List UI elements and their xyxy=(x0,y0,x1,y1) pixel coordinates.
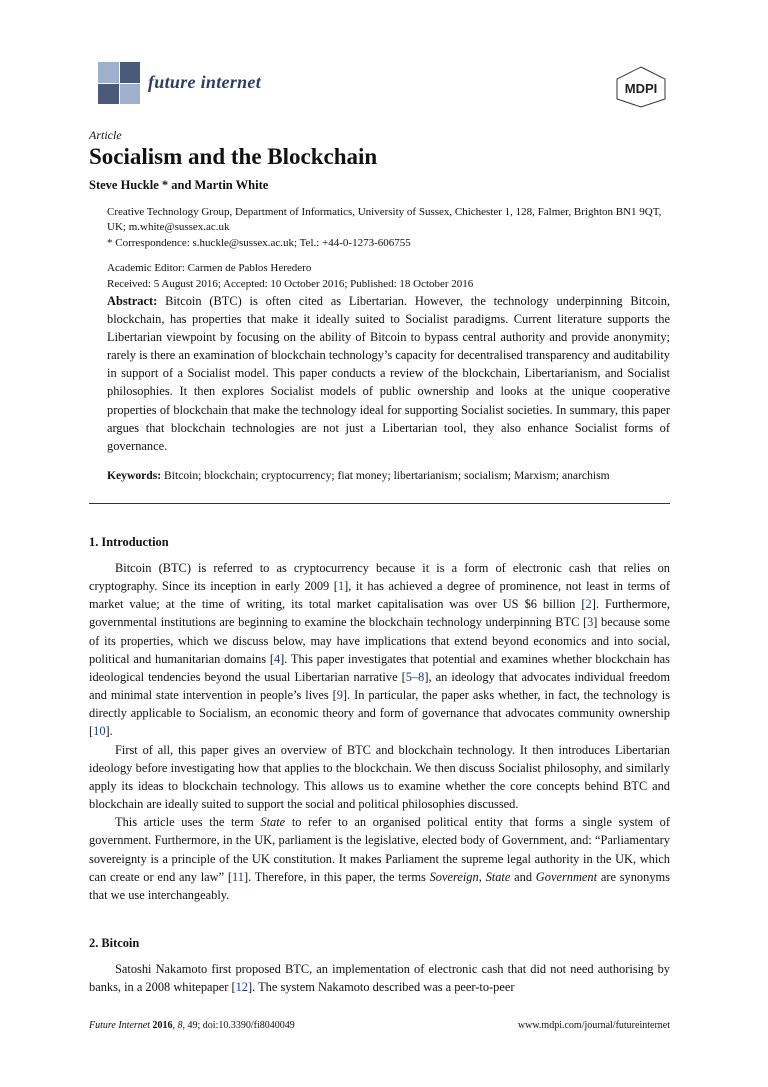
citation-link[interactable]: 1 xyxy=(337,579,345,594)
citation-link[interactable]: 4 xyxy=(273,651,281,666)
citation-link[interactable]: 3 xyxy=(587,615,594,630)
footer-url[interactable]: www.mdpi.com/journal/futureinternet xyxy=(517,1020,670,1031)
italic-term: Sovereign xyxy=(429,869,479,884)
italic-term: State xyxy=(485,869,511,884)
paragraph: Bitcoin (BTC) is referred to as cryptocurrency because it is a form of electronic cash that relies on cryptography. Since its inception in early 2009 [1], it has achieved a degree of prominence, not least in terms of market value; at the time of writing, its total market capitalisation was over US $6 billion [2]. Furthermore, governmental institutions are beginning to examine the blockchain technology underpinning BTC [3] because some of its properties, which we discuss below, may have implications that extend beyond economics and into social, political and humanitarian domains [4]. This paper investigates that potential and examines whether blockchain has ideological tendencies beyond the usual Libertarian narrative [5–8], an ideology that advocates individual freedom and minimal state intervention in people’s lives [9]. In particular, the paper asks whether, in fact, the technology is directly applicable to Socialism, an economic theory and form of governance that advocates community ownership [10]. xyxy=(89,561,671,739)
citation-link[interactable]: 9 xyxy=(336,688,343,703)
abstract-label: Abstract: xyxy=(107,294,158,308)
page-title: Socialism and the Blockchain xyxy=(89,144,378,169)
divider xyxy=(89,503,670,504)
italic-term: Government xyxy=(535,869,598,884)
footer-citation: Future Internet 2016, 8, 49; doi:10.3390/fi8040049 xyxy=(89,1020,295,1031)
citation-link[interactable]: 5–8 xyxy=(405,669,425,684)
paragraph: Satoshi Nakamoto first proposed BTC, an implementation of electronic cash that did not need authorising by banks, in a 2008 whitepaper [12]. The system Nakamoto described was a peer-to-peer xyxy=(89,962,670,995)
publisher-name: MDPI xyxy=(624,81,658,96)
journal-name: future internet xyxy=(148,72,262,92)
section-heading: 2. Bitcoin xyxy=(89,936,140,950)
footer-volume: 8 xyxy=(177,1020,183,1031)
section-heading: 1. Introduction xyxy=(89,535,169,549)
italic-term: State xyxy=(260,815,286,830)
academic-editor: Academic Editor: Carmen de Pablos Heredero xyxy=(107,262,312,274)
affiliation xyxy=(107,205,667,251)
citation-link[interactable]: 11 xyxy=(232,869,244,884)
authors: Steve Huckle * and Martin White xyxy=(89,178,269,192)
mdpi-logo xyxy=(615,66,667,108)
affiliation-text: Creative Technology Group, Department of Informatics, University of Sussex, Chichester 1, 128, Falmer, Brighton BN1 9QT, UK; m.white@sussex.ac.uk xyxy=(107,206,662,233)
dates: Received: 5 August 2016; Accepted: 10 October 2016; Published: 18 October 2016 xyxy=(107,278,474,290)
keywords-label: Keywords: xyxy=(107,469,162,482)
abstract-text: Bitcoin (BTC) is often cited as Libertarian. However, the technology underpinning Bitcoin, blockchain, has properties that make it ideally suited to Socialist paradigms. Current literature supports the Libertarian viewpoint by focusing on the ability of Bitcoin to bypass central authority and provide anonymity; rarely is there an examination of blockchain technology’s capacity for decentralised transparency and auditability in support of a Socialist model. This paper conducts a review of the blockchain, Libertarianism, and Socialist philosophies. It then explores Socialist models of public ownership and looks at the unique cooperative properties of blockchain that make the technology ideal for supporting Socialist societies. In summary, this paper argues that blockchain technologies are not just a Libertarian tool, they also enhance Socialist forms of governance. xyxy=(107,294,670,453)
citation-link[interactable]: 10 xyxy=(93,724,106,739)
keywords-text: Bitcoin; blockchain; cryptocurrency; fiat money; libertarianism; socialism; Marxism; anarchism xyxy=(164,469,610,482)
footer-year: 2016 xyxy=(152,1020,173,1031)
footer-journal: Future Internet xyxy=(89,1020,151,1031)
correspondence: * Correspondence: s.huckle@sussex.ac.uk; Tel.: +44-0-1273-606755 xyxy=(107,237,411,249)
citation-link[interactable]: 2 xyxy=(585,597,592,612)
paragraph: First of all, this paper gives an overview of BTC and blockchain technology. It then introduces Libertarian ideology before investigating how that applies to the blockchain. We then discuss Socialist philosophy, and similarly apply its ideas to blockchain technology. This allows us to examine whether the core concepts behind BTC and blockchain are ideally suited to support the social and political philosophies discussed. xyxy=(89,742,670,812)
section-body xyxy=(89,960,670,996)
paragraph: This article uses the term State to refer to an organised political entity that forms a single system of government. Furthermore, in the UK, parliament is the legislative, elected body of Government, and: “Parliamentary sovereignty is a principle of the UK constitution. It makes Parliament the supreme legal authority in the UK, which can create or end any law” [11]. Therefore, in this paper, the terms Sovereign, State and Government are synonyms that we use interchangeably. xyxy=(89,815,670,902)
citation-link[interactable]: 12 xyxy=(235,980,248,995)
footer-doi: , 49; doi:10.3390/fi8040049 xyxy=(182,1020,295,1031)
journal-logo xyxy=(98,62,140,104)
keywords xyxy=(107,469,670,482)
section-body xyxy=(89,559,670,904)
abstract xyxy=(107,292,670,455)
editorial-info xyxy=(107,261,667,292)
article-type: Article xyxy=(89,128,122,142)
